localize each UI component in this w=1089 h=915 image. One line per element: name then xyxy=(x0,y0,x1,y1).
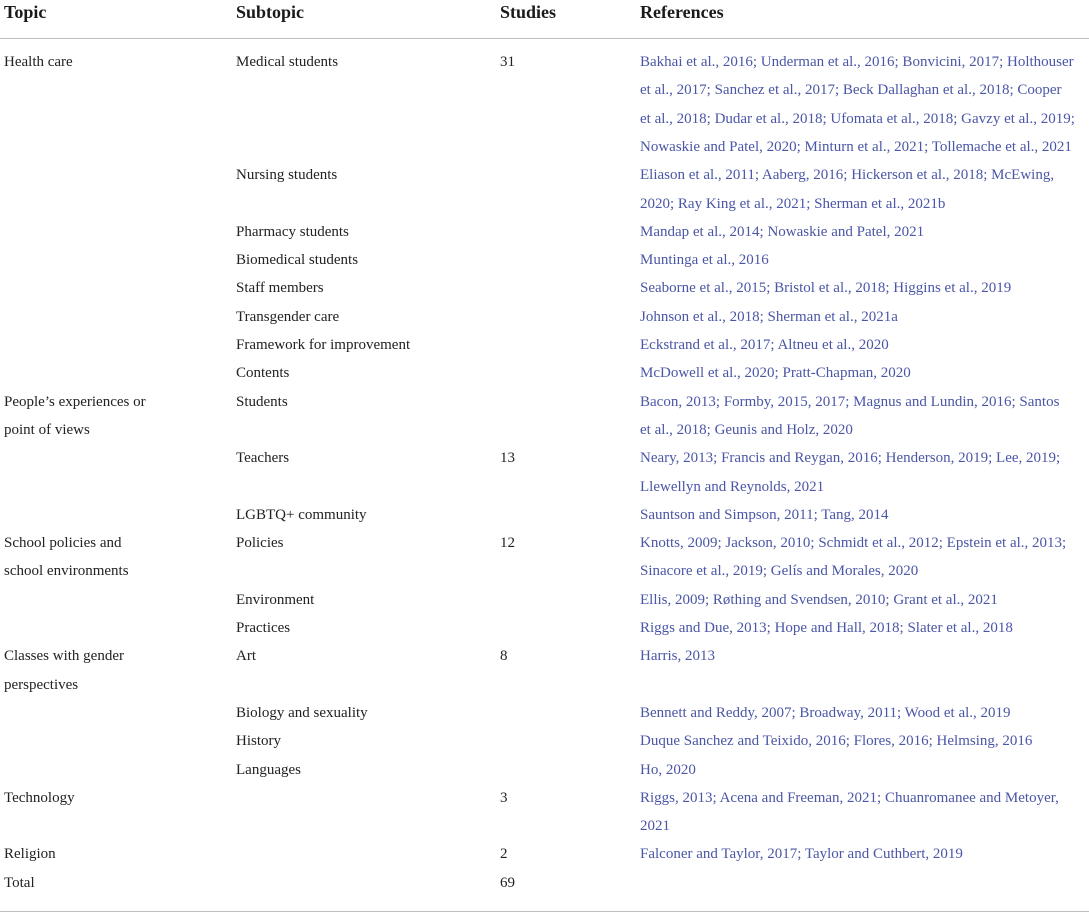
header-references: References xyxy=(640,2,724,22)
reference-line: Llewellyn and Reynolds, 2021 xyxy=(640,478,825,495)
subtopic-cell: Art xyxy=(236,648,256,665)
topic-cell: point of views xyxy=(4,421,90,438)
subtopic-cell: Biology and sexuality xyxy=(236,704,368,721)
subtopic-cell: Practices xyxy=(236,620,291,636)
studies-cell: 8 xyxy=(500,648,508,665)
topic-cell: perspectives xyxy=(4,676,79,693)
subtopic-cell: Staff members xyxy=(236,280,324,297)
reference-line: McDowell et al., 2020; Pratt-Chapman, 2020 xyxy=(640,365,911,382)
reference-line: et al., 2018; Geunis and Holz, 2020 xyxy=(640,421,853,438)
reference-line: 2021 xyxy=(640,818,670,835)
studies-cell: 31 xyxy=(500,54,515,70)
reference-line: et al., 2017; Sanchez et al., 2017; Beck Dallaghan et al., 2018; Cooper xyxy=(640,82,1062,99)
reference-line: Ellis, 2009; Røthing and Svendsen, 2010; Grant et al., 2021 xyxy=(640,591,998,608)
reference-line: Falconer and Taylor, 2017; Taylor and Cuthbert, 2019 xyxy=(640,846,963,863)
topic-cell: Religion xyxy=(4,846,56,863)
subtopic-cell: Framework for improvement xyxy=(236,337,411,353)
reference-line: Bakhai et al., 2016; Underman et al., 2016; Bonvicini, 2017; Holthouser xyxy=(640,54,1074,70)
bottom-rule xyxy=(0,911,1089,912)
topic-cell: Health care xyxy=(4,54,73,70)
reference-line: Johnson et al., 2018; Sherman et al., 2021a xyxy=(640,308,898,325)
reference-line: Duque Sanchez and Teixido, 2016; Flores, 2016; Helmsing, 2016 xyxy=(640,733,1033,750)
subtopic-cell: Contents xyxy=(236,365,290,382)
studies-cell: 12 xyxy=(500,535,515,552)
reference-line: Harris, 2013 xyxy=(640,648,715,665)
subtopic-cell: Transgender care xyxy=(236,308,340,325)
subtopic-cell: Biomedical students xyxy=(236,252,359,269)
topic-cell: School policies and xyxy=(4,535,122,552)
subtopic-cell: LGBTQ+ community xyxy=(236,506,367,523)
reference-line: Sauntson and Simpson, 2011; Tang, 2014 xyxy=(640,506,889,523)
subtopic-cell: Medical students xyxy=(236,54,339,70)
header-topic: Topic xyxy=(4,2,47,22)
reference-line: 2020; Ray King et al., 2021; Sherman et al., 2021b xyxy=(640,195,946,212)
subtopic-cell: Policies xyxy=(236,535,284,552)
subtopic-cell: History xyxy=(236,733,281,750)
topic-cell: People’s experiences or xyxy=(4,393,146,410)
reference-line: Riggs, 2013; Acena and Freeman, 2021; Chuanromanee and Metoyer, xyxy=(640,789,1059,806)
header-rule xyxy=(0,38,1089,39)
subtopic-cell: Nursing students xyxy=(236,167,338,184)
topic-cell: school environments xyxy=(4,563,129,580)
header-studies: Studies xyxy=(500,2,557,22)
reference-line: Riggs and Due, 2013; Hope and Hall, 2018; Slater et al., 2018 xyxy=(640,620,1013,636)
topic-cell: Classes with gender xyxy=(4,648,124,665)
topic-cell: Total xyxy=(4,874,35,891)
subtopic-cell: Teachers xyxy=(236,450,290,467)
reference-line: Nowaskie and Patel, 2020; Minturn et al., 2021; Tollemache et al., 2021 xyxy=(640,138,1072,155)
reference-line: et al., 2018; Dudar et al., 2018; Ufomata et al., 2018; Gavzy et al., 2019; xyxy=(640,110,1075,127)
reference-line: Seaborne et al., 2015; Bristol et al., 2018; Higgins et al., 2019 xyxy=(640,280,1012,297)
header-subtopic: Subtopic xyxy=(236,2,305,22)
subtopic-cell: Pharmacy students xyxy=(236,223,349,240)
studies-cell: 69 xyxy=(500,874,515,891)
reference-line: Knotts, 2009; Jackson, 2010; Schmidt et al., 2012; Epstein et al., 2013; xyxy=(640,535,1067,552)
reference-line: Eckstrand et al., 2017; Altneu et al., 2020 xyxy=(640,337,889,353)
studies-cell: 13 xyxy=(500,450,515,467)
topic-cell: Technology xyxy=(4,789,75,806)
reference-line: Neary, 2013; Francis and Reygan, 2016; Henderson, 2019; Lee, 2019; xyxy=(640,450,1061,467)
studies-cell: 3 xyxy=(500,789,508,806)
reference-line: Ho, 2020 xyxy=(640,761,696,778)
studies-cell: 2 xyxy=(500,846,508,863)
reference-line: Sinacore et al., 2019; Gelís and Morales, 2020 xyxy=(640,563,919,580)
subtopic-cell: Environment xyxy=(236,591,315,608)
reference-line: Mandap et al., 2014; Nowaskie and Patel, 2021 xyxy=(640,223,925,240)
reference-line: Bennett and Reddy, 2007; Broadway, 2011; Wood et al., 2019 xyxy=(640,704,1011,721)
subtopic-cell: Students xyxy=(236,393,288,410)
reference-line: Eliason et al., 2011; Aaberg, 2016; Hickerson et al., 2018; McEwing, xyxy=(640,167,1055,184)
subtopic-cell: Languages xyxy=(236,761,301,778)
reference-line: Muntinga et al., 2016 xyxy=(640,252,769,269)
reference-line: Bacon, 2013; Formby, 2015, 2017; Magnus and Lundin, 2016; Santos xyxy=(640,393,1060,410)
